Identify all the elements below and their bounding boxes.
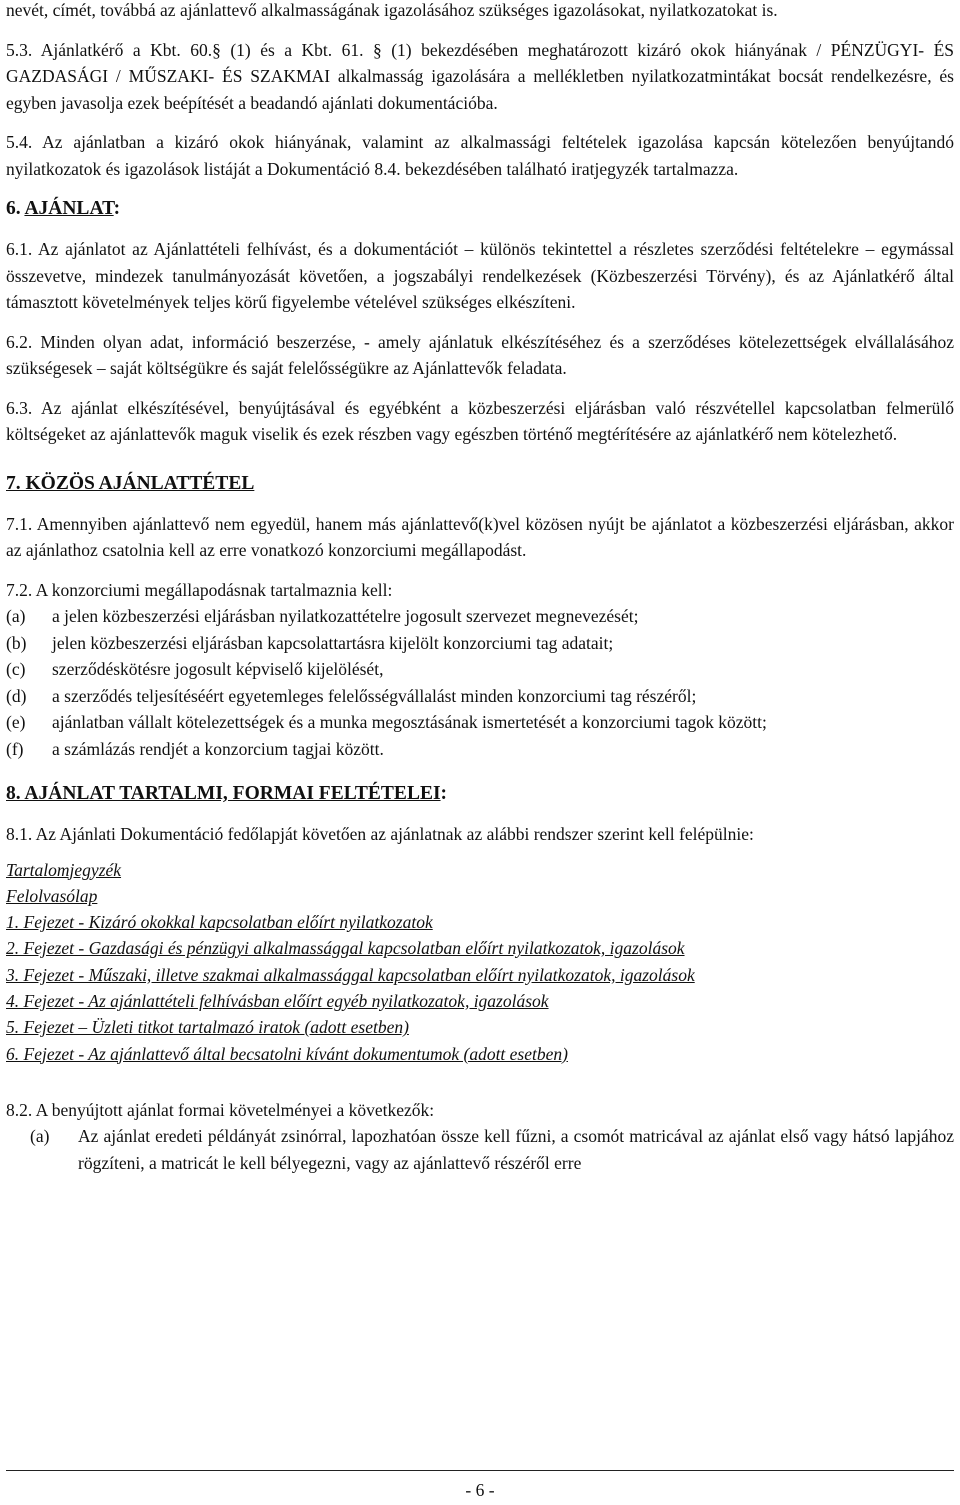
list-item (6, 603, 954, 630)
list-text: jelen közbeszerzési eljárásban kapcsolattartásra kijelölt konzorciumi tag adatait; (52, 632, 614, 653)
list-item (6, 736, 954, 763)
spacer (6, 182, 954, 195)
toc-item: 6. Fejezet - Az ajánlattevő által becsatolni kívánt dokumentumok (adott esetben) (6, 1043, 568, 1064)
paragraph-7-2: 7.2. A konzorciumi megállapodásnak tartalmaznia kell: (6, 579, 393, 600)
spacer (6, 498, 954, 511)
list-marker: (e) (6, 712, 26, 732)
list-marker: (a) (6, 606, 26, 626)
footer-divider (6, 1470, 954, 1471)
section-heading-7 (6, 470, 954, 498)
spacer (6, 223, 954, 236)
list-item (6, 656, 954, 683)
spacer (6, 564, 954, 577)
spacer (6, 762, 954, 780)
paragraph-5-4: 5.4. Az ajánlatban a kizáró okok hiányának, valamint az alkalmassági feltételek igazolása kapcsán kötelezően benyújtandó nyilatkozatok és igazolások listáját a Dokumentáció 8.4. bekezdésében található iratjegyzék tartalmazza. (6, 132, 954, 179)
list-item (30, 1123, 954, 1176)
list-marker: (b) (6, 632, 27, 653)
toc-item: 5. Fejezet – Üzleti titkot tartalmazó iratok (adott esetben) (6, 1017, 409, 1038)
list-text: a számlázás rendjét a konzorcium tagjai között. (52, 738, 384, 759)
toc-item: Tartalomjegyzék (6, 859, 122, 880)
heading-text: AJÁNLAT (24, 198, 114, 219)
spacer (6, 24, 954, 37)
paragraph-8-1: 8.1. Az Ajánlati Dokumentáció fedőlapját követően az ajánlatnak az alábbi rendszer szerint kell felépülnie: (6, 824, 754, 844)
spacer (6, 1067, 954, 1097)
list-item (6, 683, 954, 710)
toc-item: 3. Fejezet - Műszaki, illetve szakmai alkalmassággal kapcsolatban előírt nyilatkozatok, igazolások (6, 964, 695, 985)
heading-text: 8. AJÁNLAT TARTALMI, FORMAI FELTÉTELEI (6, 783, 441, 804)
paragraph-6-3: 6.3. Az ajánlat elkészítésével, benyújtásával és egyébként a közbeszerzési eljárásban való részvétellel kapcsolatban felmerülő költségeket az ajánlattevők maguk viselik és ezek részben vagy egészben történő megtérítésére az ajánlatkérő nem kötelezhető. (6, 397, 954, 444)
spacer (6, 848, 954, 857)
paragraph-8-2: 8.2. A benyújtott ajánlat formai követelményei a következők: (6, 1099, 435, 1120)
spacer (6, 316, 954, 329)
section-heading-6 (6, 195, 954, 223)
spacer (6, 808, 954, 821)
list-text: ajánlatban vállalt kötelezettségek és a munka megosztásának ismertetését a konzorciumi tagok között; (52, 712, 767, 732)
spacer (6, 382, 954, 395)
spacer (6, 448, 954, 470)
page-number: - 6 - (465, 1480, 495, 1500)
list-marker: (c) (6, 659, 26, 679)
section-heading-8 (6, 780, 954, 808)
list-text: szerződéskötésre jogosult képviselő kijelölését, (52, 659, 384, 679)
paragraph-5-3: 5.3. Ajánlatkérő a Kbt. 60.§ (1) és a Kbt. 61. § (1) bekezdésében meghatározott kizáró okok hiányának / PÉNZÜGYI- ÉS GAZDASÁGI / MŰSZAKI- ÉS SZAKMAI alkalmasság igazolására a mellékletben nyilatkozatmintákat bocsát rendelkezésre, és egyben javasolja ezek beépítését a beadandó ajánlati dokumentációba. (6, 39, 954, 113)
paragraph-6-2: 6.2. Minden olyan adat, információ beszerzése, - amely ajánlatuk elkészítéséhez és a szerződéses kötelezettségek elvállalásához szükségesek – saját költségükre és saját felelősségükre az Ajánlattevők feladata. (6, 331, 954, 378)
list-text: Az ajánlat eredeti példányát zsinórral, lapozhatóan össze kell fűzni, a csomót matricával az ajánlat első vagy hátsó lapjához rögzíteni, a matricát le kell bélyegezni, vagy az ajánlattevő részéről erre (78, 1126, 954, 1173)
toc-item: 1. Fejezet - Kizáró okokkal kapcsolatban előírt nyilatkozatok (6, 912, 433, 933)
list-marker: (a) (30, 1126, 50, 1147)
list-text: a jelen közbeszerzési eljárásban nyilatkozattételre jogosult szervezet megnevezését; (52, 606, 639, 626)
toc-item: 2. Fejezet - Gazdasági és pénzügyi alkalmassággal kapcsolatban előírt nyilatkozatok, igazolások (6, 938, 685, 959)
toc-item: Felolvasólap (6, 885, 98, 906)
paragraph-intro: nevét, címét, továbbá az ajánlattevő alkalmasságának igazolásához szükséges igazolásokat, nyilatkozatokat is. (6, 0, 778, 20)
consortium-requirements-list (6, 603, 954, 762)
heading-colon: : (440, 783, 448, 804)
paragraph-6-1: 6.1. Az ajánlatot az Ajánlattételi felhívást, és a dokumentációt – különös tekintettel a részletes szerződési feltételekre – egymással összevetve, mindezek tanulmányozását követően, a jogszabályi rendelkezések (Közbeszerzési Törvény), és az Ajánlatkérő által támasztott követelmények teljes körű figyelembe vételével szükséges elkészíteni. (6, 239, 954, 312)
list-marker: (d) (6, 685, 27, 706)
list-marker: (f) (6, 738, 24, 759)
list-text: a szerződés teljesítéséért egyetemleges felelősségvállalást minden konzorciumi tag részéről; (52, 685, 697, 706)
toc-item: 4. Fejezet - Az ajánlattételi felhívásban előírt egyéb nyilatkozatok, igazolások (6, 990, 549, 1011)
list-item (6, 709, 954, 736)
document-page (6, 0, 954, 1176)
spacer (6, 116, 954, 129)
paragraph-7-1: 7.1. Amennyiben ajánlattevő nem egyedül, hanem más ajánlattevő(k)vel közösen nyújt be ajánlatot a közbeszerzési eljárásban, akkor az ajánlathoz csatolnia kell az erre vonatkozó konzorciumi megállapodást. (6, 513, 954, 560)
heading-number: 6. (6, 198, 21, 219)
list-item (6, 630, 954, 657)
heading-colon: : (113, 198, 121, 219)
heading-text: 7. KÖZÖS AJÁNLATTÉTEL (6, 472, 255, 494)
offer-structure-list (6, 857, 954, 1067)
